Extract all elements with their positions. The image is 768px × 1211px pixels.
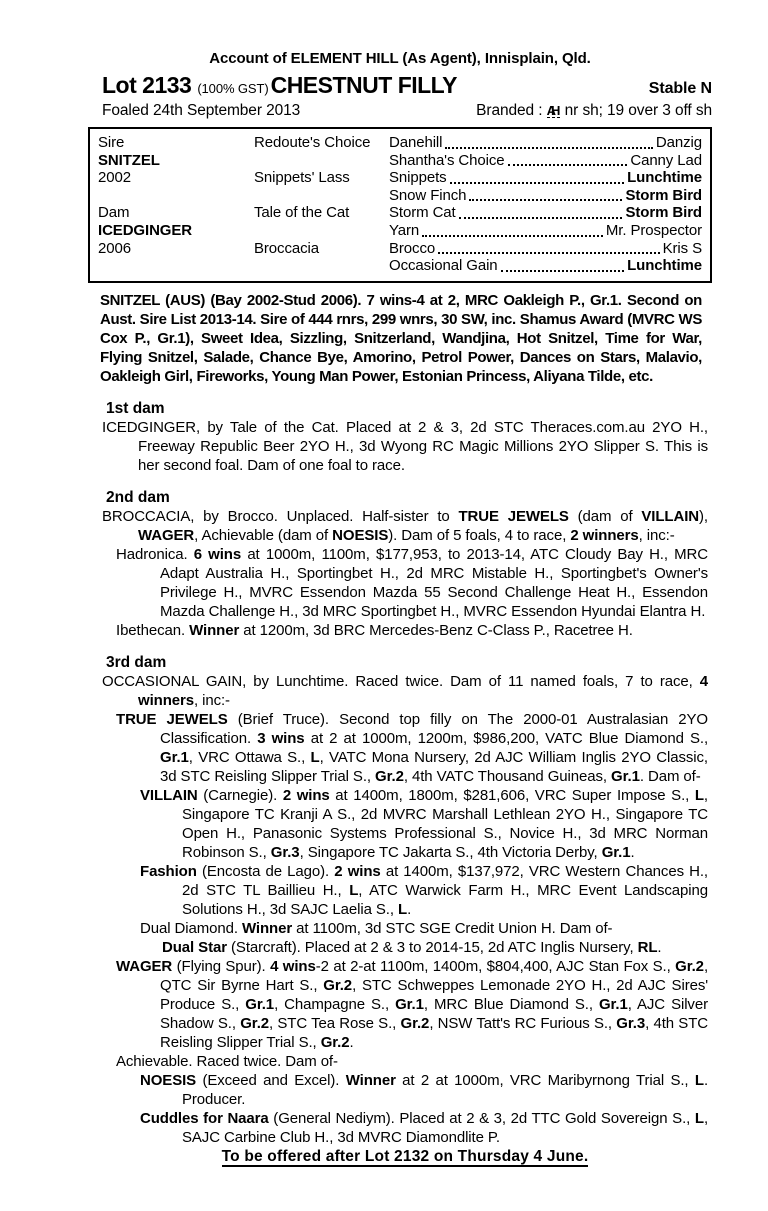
first-dam-paragraph: ICEDGINGER, by Tale of the Cat. Placed at 2 & 3, 2d STC Theraces.com.au 2YO H., Freeway Republic Beer 2YO H., 3d Wyong RC Magic Millions 2YO Slipper S. This is her second foal. Dam of one foal to race. — [102, 418, 708, 474]
pedigree-cell-label: 2002 — [98, 169, 131, 187]
second-dam-heading: 2nd dam — [106, 488, 170, 506]
pedigree-row — [98, 134, 702, 152]
ancestor-sire: Kris S — [662, 239, 702, 257]
foal-entry-ibethecan: Ibethecan. Winner at 1200m, 3d BRC Mercedes-Benz C-Class P., Racetree H. — [116, 621, 633, 639]
pedigree-cell-ancestors — [389, 257, 702, 275]
dotted-leader — [501, 270, 625, 272]
ancestor-name: Occasional Gain — [389, 257, 498, 275]
foal-entry-true-jewels: TRUE JEWELS (Brief Truce). Second top filly on The 2000-01 Australasian 2YO Classification. 3 wins at 2 at 1000m, 1200m, $986,200, VATC Blue Diamond S., Gr.1, VRC Ottawa S., L, VATC Mona Nursery, 2d AJC William Inglis 2YO Classic, 3d STC Reisling Slipper Trial S., Gr.2, 4th VATC Thousand Guineas, Gr.1. Dam of- — [116, 710, 709, 785]
ancestor-sire: Storm Bird — [625, 186, 702, 204]
pedigree-row — [98, 152, 702, 170]
pedigree-cell-ancestors — [389, 169, 702, 187]
ancestor-sire: Storm Bird — [625, 204, 702, 222]
pedigree-cell-ancestors — [389, 222, 702, 240]
pedigree-cell-label: SNITZEL — [98, 151, 160, 169]
dotted-leader — [445, 147, 653, 149]
foal-entry-fashion: Fashion (Encosta de Lago). 2 wins at 1400m, $137,972, VRC Western Chances H., 2d STC TL Baillieu H., L, ATC Warwick Farm H., MRC Event Landscaping Solutions H., 3d SAJC Laelia S., L. — [140, 862, 709, 918]
offer-notice-text: To be offered after Lot 2132 on Thursday 4 June. — [221, 1147, 589, 1165]
foal-entry-dual-star: Dual Star (Starcraft). Placed at 2 & 3 to 2014-15, 2d ATC Inglis Nursery, RL. — [162, 938, 662, 956]
lot-header — [88, 72, 712, 99]
pedigree-cell-ancestors — [389, 204, 702, 222]
foal-entry-dual-diamond: Dual Diamond. Winner at 1100m, 3d STC SGE Credit Union H. Dam of- — [140, 919, 613, 937]
branded-suffix: nr sh; 19 over 3 off sh — [560, 102, 712, 119]
pedigree-cell-parent: Broccacia — [254, 239, 319, 257]
dotted-leader — [450, 182, 624, 184]
pedigree-row — [98, 204, 702, 222]
pedigree-row — [98, 187, 702, 205]
foaled-date: Foaled 24th September 2013 — [102, 102, 301, 119]
pedigree-cell-label — [98, 187, 254, 205]
pedigree-table — [88, 127, 712, 283]
lot-number: Lot 2133 — [102, 72, 192, 98]
ancestor-sire: Lunchtime — [627, 257, 702, 275]
foal-entry-wager: WAGER (Flying Spur). 4 wins-2 at 2-at 1100m, 1400m, $804,400, AJC Stan Fox S., Gr.2, QTC Sir Byrne Hart S., Gr.2, STC Schweppes Lemonade 2YO H., 2d AJC Sires' Produce S., Gr.1, Champagne S., Gr.1, MRC Blue Diamond S., Gr.1, AJC Silver Shadow S., Gr.2, STC Tea Rose S., Gr.2, NSW Tatt's RC Furious S., Gr.3, 4th STC Reisling Slipper Trial S., Gr.2. — [116, 957, 709, 1051]
foal-entry-noesis: NOESIS (Exceed and Excel). Winner at 2 at 1000m, VRC Maribyrnong Trial S., L. Producer. — [140, 1071, 709, 1108]
pedigree-cell-ancestors — [389, 240, 702, 258]
pedigree-cell-parent: Snippets' Lass — [254, 169, 350, 187]
dotted-leader — [438, 252, 660, 254]
pedigree-row — [98, 240, 702, 258]
sire-summary: SNITZEL (AUS) (Bay 2002-Stud 2006). 7 wins-4 at 2, MRC Oakleigh P., Gr.1. Second on Aust. Sire List 2013-14. Sire of 444 rnrs, 299 wnrs, 30 SW, inc. Shamus Award (MVRC WS Cox P., Gr.1), Sweet Idea, Sizzling, Snitzerland, Wandjina, Hot Snitzel, Time for War, Flying Snitzel, Salade, Chance Bye, Amorino, Petrol Power, Dances on Stars, Malavio, Oakleigh Girl, Fireworks, Young Man Power, Estonian Princess, Aliyana Tilde, etc. — [100, 291, 702, 385]
brand-mark-icon: AH — [547, 104, 561, 118]
dotted-leader — [469, 199, 622, 201]
offer-notice — [102, 1147, 708, 1166]
pedigree-cell-ancestors — [389, 152, 702, 170]
pedigree-cell-parent: Redoute's Choice — [254, 134, 371, 151]
second-dam-paragraph: BROCCACIA, by Brocco. Unplaced. Half-sister to TRUE JEWELS (dam of VILLAIN), WAGER, Achievable (dam of NOESIS). Dam of 5 foals, 4 to race, 2 winners, inc:- — [102, 507, 708, 544]
ancestor-name: Brocco — [389, 239, 436, 257]
third-dam-heading: 3rd dam — [106, 653, 167, 671]
ancestor-name: Yarn — [389, 221, 420, 239]
pedigree-text — [88, 399, 712, 1166]
pedigree-cell-label: Sire — [98, 134, 125, 151]
ancestor-name: Snippets — [389, 169, 447, 187]
pedigree-cell-ancestors — [389, 134, 702, 152]
pedigree-cell-label: Dam — [98, 204, 130, 222]
dotted-leader — [459, 217, 623, 219]
pedigree-cell-ancestors — [389, 187, 702, 205]
pedigree-row — [98, 169, 702, 187]
ancestor-sire: Mr. Prospector — [605, 221, 702, 239]
page-content — [88, 50, 712, 1166]
pedigree-cell-parent — [254, 187, 389, 205]
foal-entry-cuddles: Cuddles for Naara (General Nediym). Placed at 2 & 3, 2d TTC Gold Sovereign S., L, SAJC Carbine Club H., 3d MVRC Diamondlite P. — [140, 1109, 709, 1146]
ancestor-name: Shantha's Choice — [389, 151, 505, 169]
ancestor-name: Storm Cat — [389, 204, 456, 222]
pedigree-cell-parent — [254, 152, 389, 170]
ancestor-name: Snow Finch — [389, 186, 467, 204]
branded-prefix: Branded : — [476, 102, 547, 119]
horse-title: CHESTNUT FILLY — [270, 72, 457, 98]
first-dam-heading: 1st dam — [106, 399, 165, 417]
foaled-branded-line — [88, 102, 712, 120]
pedigree-cell-parent — [254, 257, 389, 275]
third-dam-paragraph: OCCASIONAL GAIN, by Lunchtime. Raced twice. Dam of 11 named foals, 7 to race, 4 winners, inc:- — [102, 672, 708, 709]
ancestor-name: Danehill — [389, 134, 443, 151]
ancestor-sire: Canny Lad — [630, 151, 702, 169]
account-line: Account of ELEMENT HILL (As Agent), Innisplain, Qld. — [209, 50, 591, 67]
foal-entry-achievable: Achievable. Raced twice. Dam of- — [116, 1052, 338, 1070]
dotted-leader — [422, 235, 603, 237]
pedigree-row — [98, 222, 702, 240]
ancestor-sire: Danzig — [655, 134, 702, 151]
pedigree-cell-label: 2006 — [98, 239, 131, 257]
pedigree-cell-label: ICEDGINGER — [98, 221, 193, 239]
dotted-leader — [508, 164, 628, 166]
stable-label: Stable N — [648, 80, 712, 97]
gst-note: (100% GST) — [197, 81, 269, 96]
pedigree-cell-parent: Tale of the Cat — [254, 204, 350, 222]
foal-entry-villain: VILLAIN (Carnegie). 2 wins at 1400m, 1800m, $281,606, VRC Super Impose S., L, Singapore TC Kranji A S., 2d MVRC Marshall Lethlean 2YO H., Singapore TC Open H., Panasonic Systems Professional S., Novice H., 3d MRC Norman Robinson S., Gr.3, Singapore TC Jakarta S., 4th Victoria Derby, Gr.1. — [140, 786, 708, 861]
ancestor-sire: Lunchtime — [627, 169, 702, 187]
branded-info — [476, 102, 712, 120]
foal-entry-hadronica: Hadronica. 6 wins at 1000m, 1100m, $177,953, to 2013-14, ATC Cloudy Bay H., MRC Adapt Australia H., Sportingbet H., 2d MRC Mistable H., Sportingbet's Owner's Privilege H., MVRC Essendon Mazda 55 Second Challenge Heat H., Essendon Mazda Challenge H., 3d MRC Sportingbet H., MVRC Essendon Hyundai Elantra H. — [116, 545, 708, 620]
pedigree-cell-parent — [254, 222, 389, 240]
pedigree-cell-label — [98, 257, 254, 275]
pedigree-row — [98, 257, 702, 275]
